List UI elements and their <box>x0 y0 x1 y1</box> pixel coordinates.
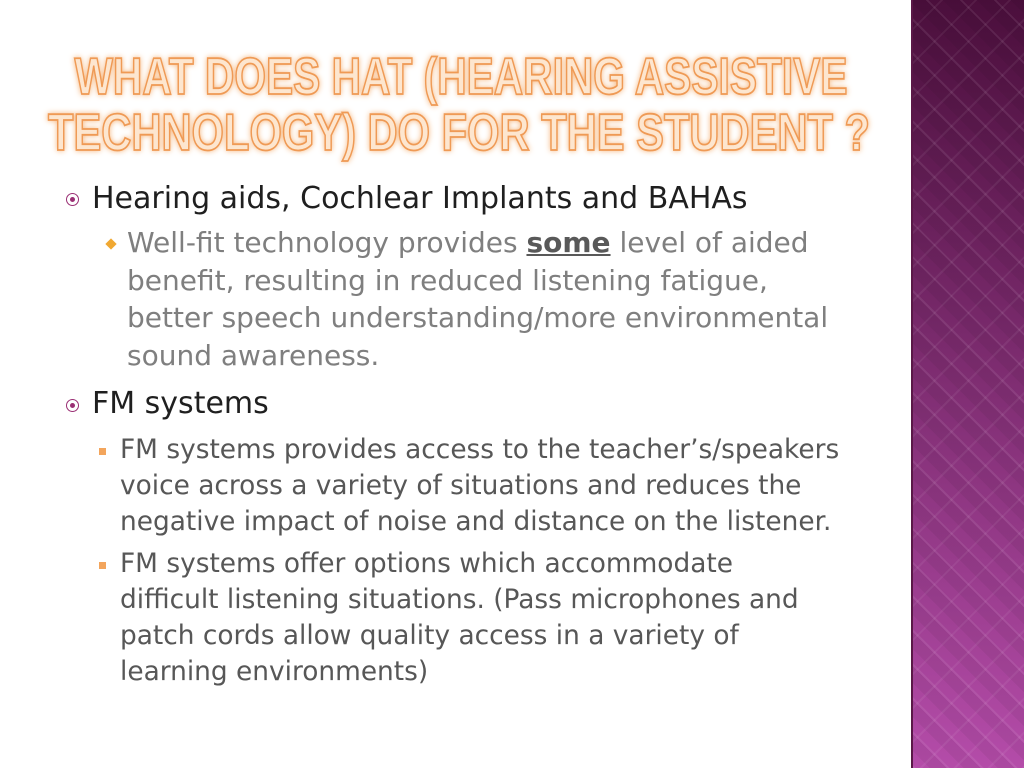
circled-dot-icon <box>66 193 79 206</box>
text-segment: level of aided benefit, resulting in reduced listening fatigue, better speech understanding/more environmental sound awareness. <box>127 226 829 372</box>
bullet-text: FM systems <box>92 386 269 421</box>
slide-title-line-1: WHAT DOES HAT (HEARING ASSISTIVE <box>74 48 848 106</box>
circled-dot-icon <box>66 399 79 412</box>
sub-bullet-text: FM systems offer options which accommodate difficult listening situations. (Pass microphones and patch cords allow quality access in a variety of learning environments) <box>120 547 799 687</box>
square-icon <box>99 562 106 569</box>
diamond-icon <box>105 238 116 249</box>
emphasized-word: some <box>526 226 611 259</box>
sub-bullet-text <box>127 224 847 374</box>
sub-bullet-text: FM systems provides access to the teacher’s/speakers voice across a variety of situations and reduces the negative impact of noise and distance on the listener. <box>120 433 840 537</box>
slide-title-line-2: TECHNOLOGY) DO FOR THE STUDENT ? <box>48 104 870 162</box>
text-segment: Well-fit technology provides <box>127 226 527 259</box>
decorative-sidebar <box>911 0 1024 768</box>
slide-title <box>0 0 920 170</box>
square-icon <box>99 448 106 455</box>
bullet-text: Hearing aids, Cochlear Implants and BAHAs <box>92 181 748 216</box>
